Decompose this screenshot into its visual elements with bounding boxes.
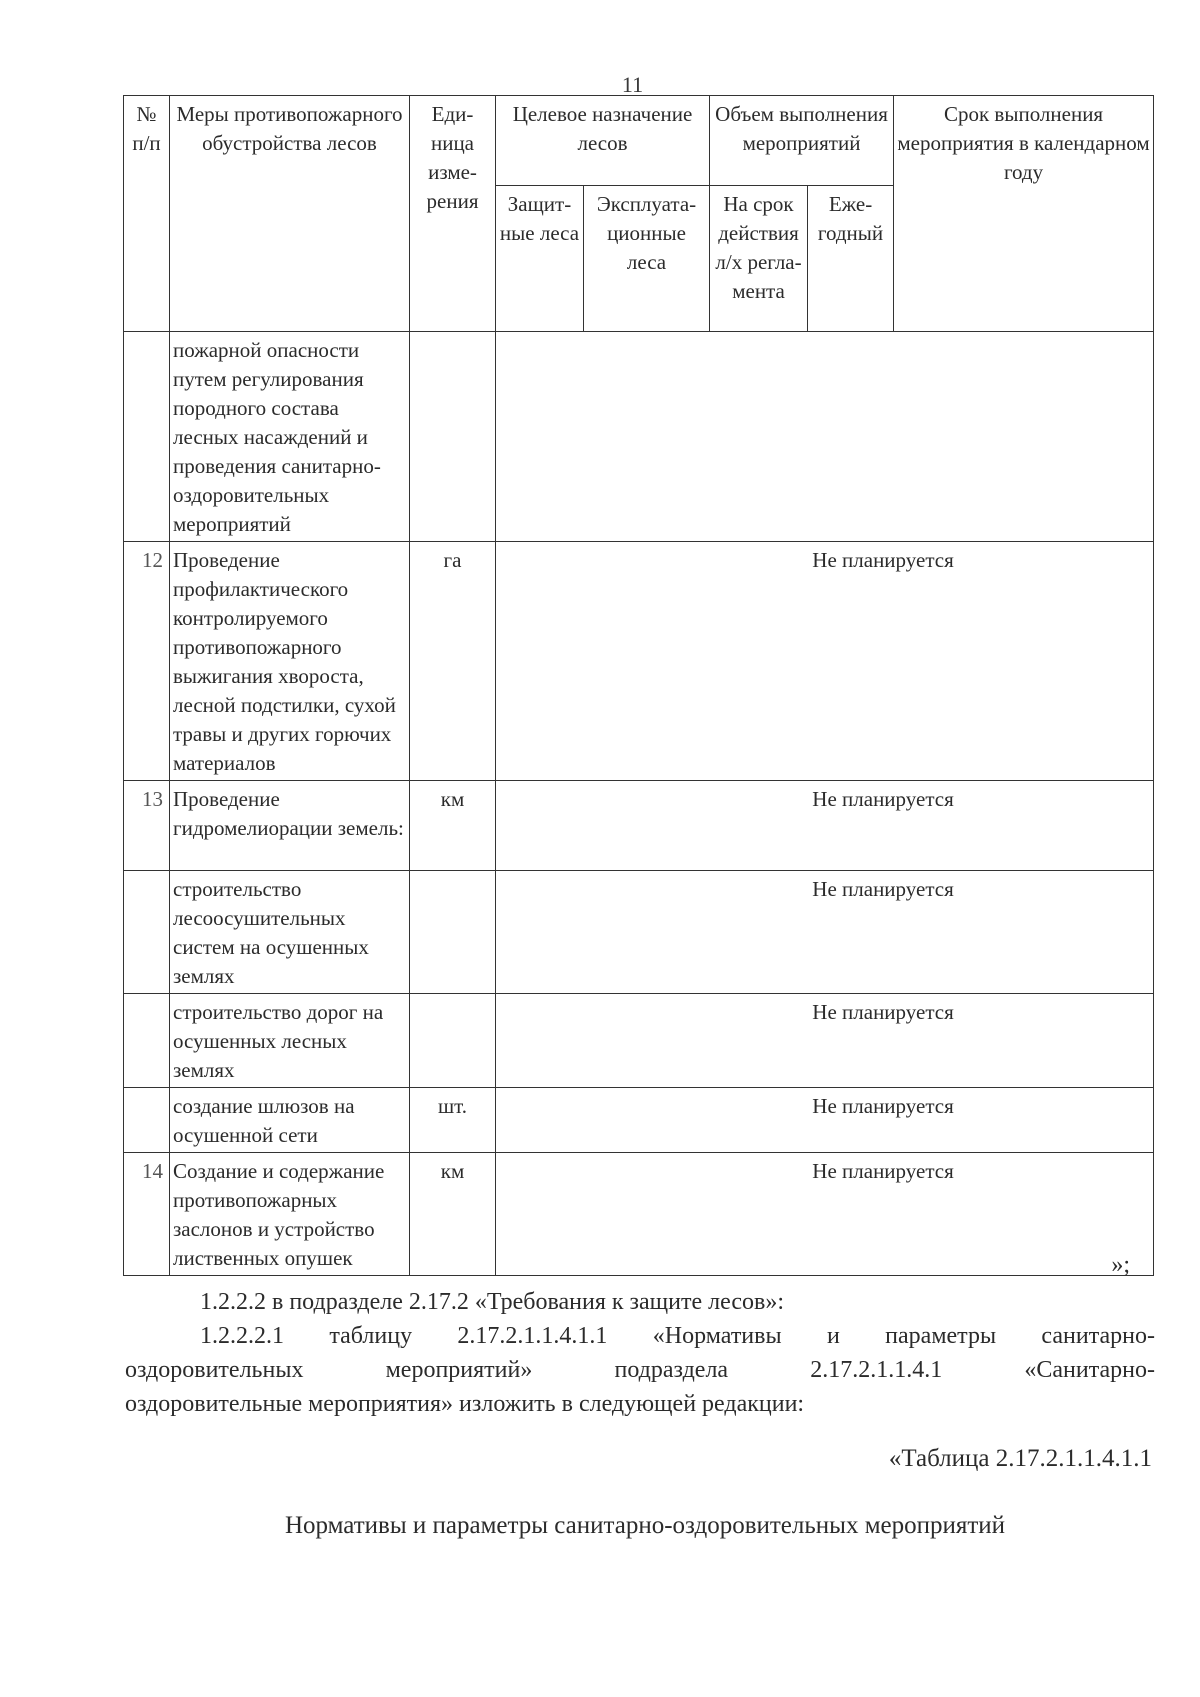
fire-prevention-table: [123, 95, 1154, 1276]
header-annual: Еже-годный: [808, 186, 894, 332]
row-num: 13: [124, 781, 170, 871]
row-unit: га: [410, 542, 496, 781]
table-row: [124, 1088, 1154, 1153]
header-protective: Защит-ные леса: [496, 186, 584, 332]
row-unit: [410, 994, 496, 1088]
header-volume: Объем выполнения мероприятий: [710, 96, 894, 186]
row-status: Не планируется: [496, 781, 1154, 871]
header-unit: Еди-ница изме-рения: [410, 96, 496, 332]
row-measure: создание шлюзов на осушенной сети: [170, 1088, 410, 1153]
paragraph-table-line-1: 1.2.2.2.1 таблицу 2.17.2.1.1.4.1.1 «Нормативы и параметры санитарно-: [200, 1323, 1155, 1349]
row-num: [124, 994, 170, 1088]
row-num: [124, 1088, 170, 1153]
table-row: [124, 542, 1154, 781]
row-unit: км: [410, 781, 496, 871]
header-purpose: Целевое назначение лесов: [496, 96, 710, 186]
table-caption: «Таблица 2.17.2.1.1.4.1.1: [888, 1445, 1152, 1472]
row-num: [124, 871, 170, 994]
row-measure: Проведение гидромелиорации земель:: [170, 781, 410, 871]
row-status: Не планируется: [496, 871, 1154, 994]
row-status: Не планируется: [496, 542, 1154, 781]
table-row: [124, 994, 1154, 1088]
row-measure: строительство дорог на осушенных лесных землях: [170, 994, 410, 1088]
row-status: Не планируется: [496, 994, 1154, 1088]
table-row: [124, 781, 1154, 871]
header-exploitation: Эксплуата-ционные леса: [584, 186, 710, 332]
header-deadline: Срок выполнения мероприятия в календарном году: [894, 96, 1154, 332]
table-title: Нормативы и параметры санитарно-оздоровительных мероприятий: [284, 1512, 1006, 1539]
header-period: На срок действия л/х регла-мента: [710, 186, 808, 332]
row-unit: шт.: [410, 1088, 496, 1153]
row-measure: Создание и содержание противопожарных заслонов и устройство лиственных опушек: [170, 1153, 410, 1276]
row-status: Не планируется: [496, 1088, 1154, 1153]
paragraph-subsection: 1.2.2.2 в подразделе 2.17.2 «Требования к защите лесов»:: [200, 1289, 785, 1315]
header-num: № п/п: [124, 96, 170, 332]
row-unit: [410, 332, 496, 542]
header-measures: Меры противопожарного обустройства лесов: [170, 96, 410, 332]
row-unit: км: [410, 1153, 496, 1276]
paragraph-table-line-2: оздоровительных мероприятий» подраздела 2.17.2.1.1.4.1 «Санитарно-: [125, 1357, 1155, 1383]
closing-quote: »;: [1111, 1252, 1130, 1278]
row-measure: Проведение профилактического контролируемого противопожарного выжигания хвороста, лесной подстилки, сухой травы и других горючих материалов: [170, 542, 410, 781]
row-status: Не планируется: [496, 1153, 1154, 1276]
row-num: 14: [124, 1153, 170, 1276]
row-measure: пожарной опасности путем регулирования породного состава лесных насаждений и проведения санитарно-оздоровительных мероприятий: [170, 332, 410, 542]
row-unit: [410, 871, 496, 994]
paragraph-table-line-3: оздоровительные мероприятия» изложить в следующей редакции:: [125, 1391, 805, 1417]
row-measure: строительство лесоосушительных систем на осушенных землях: [170, 871, 410, 994]
row-num: 12: [124, 542, 170, 781]
table-row: [124, 1153, 1154, 1276]
row-num: [124, 332, 170, 542]
row-status: [496, 332, 1154, 542]
table-row: [124, 871, 1154, 994]
page-number: 11: [621, 72, 644, 97]
table-row: [124, 332, 1154, 542]
